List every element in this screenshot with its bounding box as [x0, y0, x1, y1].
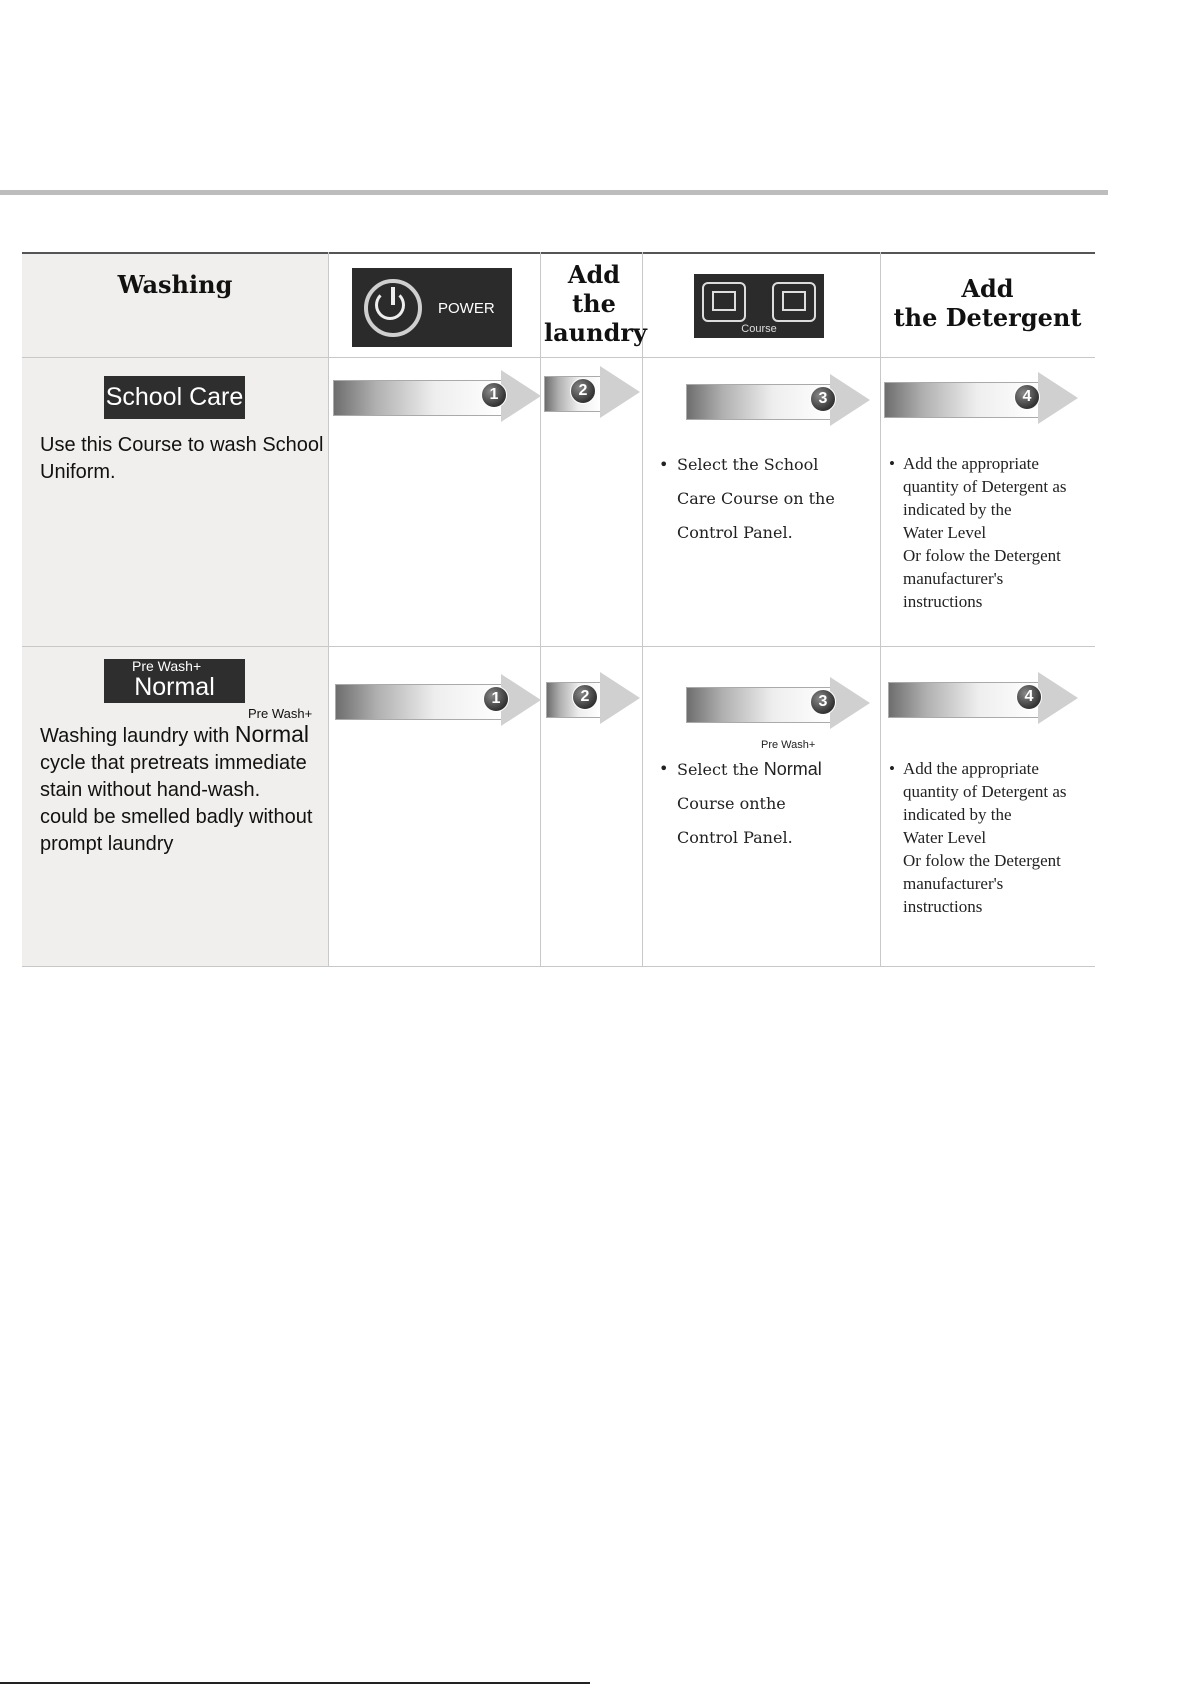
description-line: prompt laundry	[40, 833, 174, 855]
instruction-line: instructions	[903, 897, 983, 916]
header-add-laundry-line: laundry	[544, 318, 647, 347]
add-detergent-instruction	[889, 757, 1093, 918]
badge-prewash: Pre Wash+	[132, 658, 202, 674]
step-arrow-1	[333, 370, 541, 422]
top-rule	[0, 190, 1108, 195]
arrow-head	[600, 672, 640, 724]
description-line: Use this Course to wash School	[40, 434, 324, 456]
header-add-laundry-line: the	[572, 289, 616, 318]
instruction-line: Add the appropriate	[903, 454, 1039, 473]
washing-table	[22, 252, 1095, 967]
row-divider	[22, 646, 1095, 647]
row-divider	[22, 357, 1095, 358]
bullet: •	[889, 454, 895, 473]
instruction-normal: Normal	[763, 759, 822, 779]
instruction-line: Add the appropriate	[903, 759, 1039, 778]
power-label: POWER	[438, 300, 495, 317]
step-number: 1	[481, 382, 507, 408]
description-line	[40, 721, 330, 750]
bullet: •	[659, 455, 669, 474]
step-arrow-2	[546, 672, 640, 724]
instruction-line: manufacturer's	[903, 569, 1004, 588]
arrow-shaft	[686, 384, 830, 420]
table-top-border	[22, 252, 1095, 254]
step-arrow-1	[335, 674, 541, 726]
step-number: 2	[570, 378, 596, 404]
course-label: Course	[741, 323, 777, 335]
column-divider	[328, 252, 329, 967]
instruction-line: quantity of Detergent as	[903, 477, 1067, 496]
instruction-line: Or folow the Detergent	[903, 546, 1061, 565]
power-button-illustration	[352, 268, 512, 347]
arrow-head	[1038, 672, 1078, 724]
column-divider	[540, 252, 541, 967]
step-arrow-4	[884, 372, 1078, 424]
power-icon	[364, 279, 422, 337]
instruction-line: indicated by the	[903, 805, 1012, 824]
arrow-shaft	[335, 684, 501, 720]
instruction-line: manufacturer's	[903, 874, 1004, 893]
header-washing: Washing	[117, 270, 233, 299]
prewash-normal-badge	[104, 659, 245, 703]
arrow-head	[830, 374, 870, 426]
column-divider	[880, 252, 881, 967]
description-line: stain without hand-wash.	[40, 779, 261, 801]
badge-normal: Normal	[134, 673, 215, 701]
add-detergent-instruction	[889, 452, 1093, 613]
instruction-line: Select the School	[677, 455, 819, 474]
instruction-line: indicated by the	[903, 500, 1012, 519]
shirt-icon	[772, 282, 816, 322]
bullet: •	[889, 759, 895, 778]
arrow-shaft	[333, 380, 501, 416]
arrow-shaft	[686, 687, 830, 723]
instruction-line: Or folow the Detergent	[903, 851, 1061, 870]
description-column-background	[22, 252, 328, 967]
step-arrow-3	[686, 374, 870, 426]
header-add-detergent	[880, 274, 1095, 332]
school-care-badge: School Care	[104, 376, 245, 419]
select-course-instruction	[659, 448, 877, 550]
arrow-head	[830, 677, 870, 729]
step-number: 4	[1014, 384, 1040, 410]
description-line: cycle that pretreats immediate	[40, 752, 307, 774]
instruction-line: Control Panel.	[677, 523, 793, 542]
instruction-line	[677, 739, 877, 787]
arrow-head	[1038, 372, 1078, 424]
shirt-icon	[702, 282, 746, 322]
instruction-line: Course onthe	[677, 794, 786, 813]
select-course-instruction	[659, 739, 877, 855]
header-add-detergent-line: Add	[961, 274, 1014, 303]
instruction-line: instructions	[903, 592, 983, 611]
description-normal: Normal	[234, 721, 310, 747]
instruction-line: Water Level	[903, 523, 987, 542]
arrow-head	[501, 370, 541, 422]
header-add-laundry	[544, 260, 647, 347]
description-line: could be smelled badly without	[40, 806, 313, 828]
prewash-normal-description	[40, 707, 330, 858]
instruction-text: Select the	[677, 760, 764, 779]
instruction-line: Water Level	[903, 828, 987, 847]
description-text: Washing laundry with	[40, 725, 235, 747]
instruction-sup: Pre Wash+	[761, 739, 816, 751]
bottom-rule	[0, 1682, 590, 1684]
step-number: 2	[572, 684, 598, 710]
step-arrow-4	[888, 672, 1078, 724]
description-line: Uniform.	[40, 461, 116, 483]
school-care-description	[40, 432, 330, 486]
column-divider	[642, 252, 643, 967]
step-arrow-3	[686, 677, 870, 729]
arrow-head	[600, 366, 640, 418]
step-number: 4	[1016, 684, 1042, 710]
description-sup: Pre Wash+	[248, 706, 313, 721]
instruction-line: Care Course on the	[677, 489, 835, 508]
instruction-line: quantity of Detergent as	[903, 782, 1067, 801]
header-add-detergent-line: the Detergent	[893, 303, 1082, 332]
row-divider	[22, 966, 1095, 967]
step-number: 3	[810, 386, 836, 412]
bullet: •	[659, 759, 669, 778]
step-number: 1	[483, 686, 509, 712]
header-add-laundry-line: Add	[567, 260, 621, 289]
step-arrow-2	[544, 366, 640, 418]
course-button-illustration	[694, 274, 824, 338]
step-number: 3	[810, 689, 836, 715]
instruction-line: Control Panel.	[677, 828, 793, 847]
